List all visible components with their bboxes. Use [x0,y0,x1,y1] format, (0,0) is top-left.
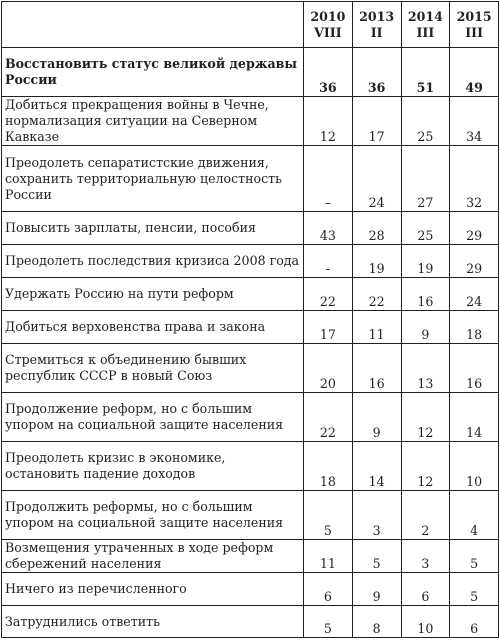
value-cell: 27 [401,146,450,212]
value-cell: 11 [304,540,353,573]
row-label: Стремиться к объединению бывших республик СССР в новый Союз [2,344,304,393]
row-label: Преодолеть кризис в экономике, остановить падение доходов [2,442,304,491]
value-cell: 34 [450,97,499,146]
table-row [2,212,499,245]
row-label: Преодолеть сепаратистские движения, сохранить территориальную целостность России [2,146,304,212]
value-cell: - [304,245,353,278]
row-label: Добиться прекращения войны в Чечне, нормализация ситуации на Северном Кавказе [2,97,304,146]
value-cell: 2 [401,491,450,540]
value-cell: 4 [450,491,499,540]
value-cell: 29 [450,212,499,245]
column-header-2015 [450,2,499,48]
value-cell: 17 [352,97,401,146]
row-label: Восстановить статус великой державы России [2,48,304,97]
table-row [2,442,499,491]
value-cell: 22 [352,278,401,311]
value-cell: 18 [450,311,499,344]
table-row [2,540,499,573]
table-row [2,245,499,278]
header-empty-cell [2,2,304,48]
value-cell: 10 [401,606,450,638]
table-row [2,97,499,146]
row-label: Продолжение реформ, но с большим упором на социальной защите населения [2,393,304,442]
column-month: III [416,24,435,40]
value-cell: 6 [304,573,353,606]
row-label: Удержать Россию на пути реформ [2,278,304,311]
column-month: III [465,24,483,40]
row-label: Добиться верховенства права и закона [2,311,304,344]
column-year: 2015 [456,8,492,24]
column-header-2014 [401,2,450,48]
value-cell: 49 [450,48,499,97]
row-label: Продолжить реформы, но с большим упором на социальной защите населения [2,491,304,540]
row-label: Повысить зарплаты, пенсии, пособия [2,212,304,245]
value-cell: 3 [352,491,401,540]
value-cell: – [304,146,353,212]
table-row [2,278,499,311]
value-cell: 18 [304,442,353,491]
value-cell: 28 [352,212,401,245]
column-month: II [370,24,383,40]
column-header-2010 [304,2,353,48]
value-cell: 36 [304,48,353,97]
header-row [2,2,499,48]
table-row [2,573,499,606]
table-row [2,393,499,442]
value-cell: 16 [450,344,499,393]
table-row [2,491,499,540]
value-cell: 22 [304,278,353,311]
value-cell: 12 [401,442,450,491]
value-cell: 19 [352,245,401,278]
value-cell: 32 [450,146,499,212]
row-label: Возмещения утраченных в ходе реформ сбережений населения [2,540,304,573]
value-cell: 5 [304,606,353,638]
value-cell: 5 [304,491,353,540]
value-cell: 13 [401,344,450,393]
value-cell: 14 [450,393,499,442]
row-label: Затруднились ответить [2,606,304,638]
table-row [2,146,499,212]
value-cell: 51 [401,48,450,97]
column-year: 2013 [359,8,395,24]
value-cell: 17 [304,311,353,344]
value-cell: 3 [401,540,450,573]
table-row [2,606,499,638]
column-header-2013 [352,2,401,48]
value-cell: 8 [352,606,401,638]
table-row [2,344,499,393]
value-cell: 5 [352,540,401,573]
value-cell: 12 [401,393,450,442]
column-year: 2010 [310,8,346,24]
value-cell: 16 [352,344,401,393]
value-cell: 22 [304,393,353,442]
value-cell: 24 [450,278,499,311]
value-cell: 14 [352,442,401,491]
value-cell: 10 [450,442,499,491]
value-cell: 19 [401,245,450,278]
value-cell: 5 [450,573,499,606]
table-row [2,48,499,97]
table-row [2,311,499,344]
value-cell: 11 [352,311,401,344]
value-cell: 9 [401,311,450,344]
value-cell: 12 [304,97,353,146]
column-year: 2014 [407,8,443,24]
value-cell: 9 [352,393,401,442]
survey-table [1,1,499,638]
value-cell: 25 [401,97,450,146]
value-cell: 6 [450,606,499,638]
value-cell: 9 [352,573,401,606]
row-label: Ничего из перечисленного [2,573,304,606]
value-cell: 5 [450,540,499,573]
value-cell: 6 [401,573,450,606]
column-month: VIII [314,24,342,40]
value-cell: 16 [401,278,450,311]
value-cell: 25 [401,212,450,245]
table-body [2,48,499,638]
value-cell: 43 [304,212,353,245]
value-cell: 36 [352,48,401,97]
value-cell: 24 [352,146,401,212]
row-label: Преодолеть последствия кризиса 2008 года [2,245,304,278]
value-cell: 20 [304,344,353,393]
value-cell: 29 [450,245,499,278]
